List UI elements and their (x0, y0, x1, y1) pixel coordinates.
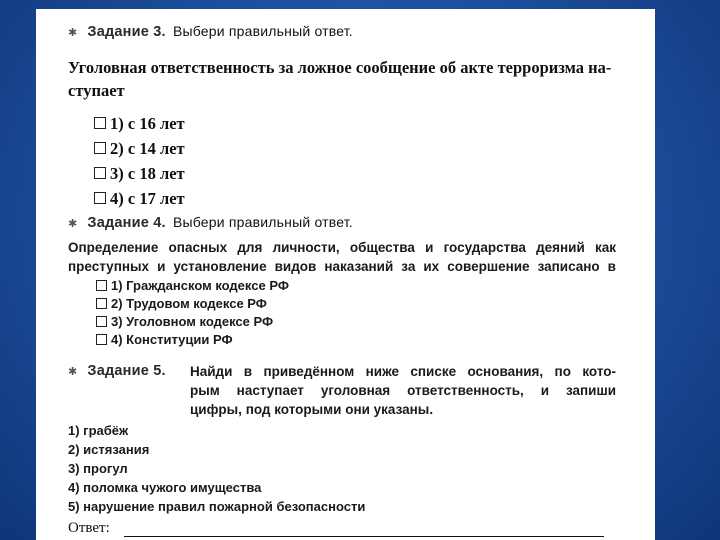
task4-question-line2: преступных и установление видов наказаний за их совершение записано в (68, 259, 616, 274)
task4-option-1[interactable]: 1) Гражданском кодексе РФ (96, 278, 289, 293)
task5-item-1: 1) грабёж (68, 423, 129, 438)
asterisk-icon: ✱ (68, 217, 78, 230)
task4-option-2[interactable]: 2) Трудовом кодексе РФ (96, 296, 267, 311)
task4-header (68, 214, 353, 231)
task4-option-3[interactable]: 3) Уголовном кодексе РФ (96, 314, 273, 329)
task5-item-4: 4) поломка чужого имущества (68, 480, 262, 495)
worksheet-page (36, 9, 655, 540)
task3-title: Задание 3. (87, 24, 166, 40)
task5-header (68, 363, 166, 379)
task3-option-1[interactable]: 1) с 16 лет (94, 114, 185, 134)
task5-item-5: 5) нарушение правил пожарной безопасности (68, 499, 366, 514)
checkbox[interactable] (96, 334, 107, 345)
task3-prompt: Выбери правильный ответ. (172, 23, 353, 39)
checkbox[interactable] (96, 280, 107, 291)
checkbox[interactable] (94, 142, 106, 154)
task5-title: Задание 5. (87, 363, 166, 379)
task5-prompt-line1: Найди в приведённом ниже списке основания, по кото- (190, 364, 616, 379)
task3-question-line1: Уголовная ответственность за ложное сообщение об акте терроризма на- (68, 58, 612, 77)
checkbox[interactable] (96, 298, 107, 309)
task4-question-line1: Определение опасных для личности, общества и государства деяний как (68, 240, 616, 255)
task5-item-2: 2) истязания (68, 442, 150, 457)
task4-option-4[interactable]: 4) Конституции РФ (96, 332, 233, 347)
checkbox[interactable] (94, 117, 106, 129)
task5-prompt-line2: рым наступает уголовная ответственность, и запиши (190, 383, 616, 398)
task4-prompt: Выбери правильный ответ. (172, 214, 353, 230)
checkbox[interactable] (96, 316, 107, 327)
asterisk-icon: ✱ (68, 365, 78, 378)
answer-line-field[interactable] (124, 536, 604, 537)
task3-option-3[interactable]: 3) с 18 лет (94, 164, 185, 184)
checkbox[interactable] (94, 167, 106, 179)
answer-label: Ответ: (68, 520, 110, 536)
task4-title: Задание 4. (87, 215, 166, 231)
checkbox[interactable] (94, 192, 106, 204)
task3-question-line2: ступает (68, 81, 125, 100)
task3-option-2[interactable]: 2) с 14 лет (94, 139, 185, 159)
task3-header (68, 23, 353, 40)
task5-prompt-line3: цифры, под которыми они указаны. (190, 402, 434, 417)
task3-option-4[interactable]: 4) с 17 лет (94, 189, 185, 209)
task5-item-3: 3) прогул (68, 461, 128, 476)
asterisk-icon: ✱ (68, 26, 78, 39)
